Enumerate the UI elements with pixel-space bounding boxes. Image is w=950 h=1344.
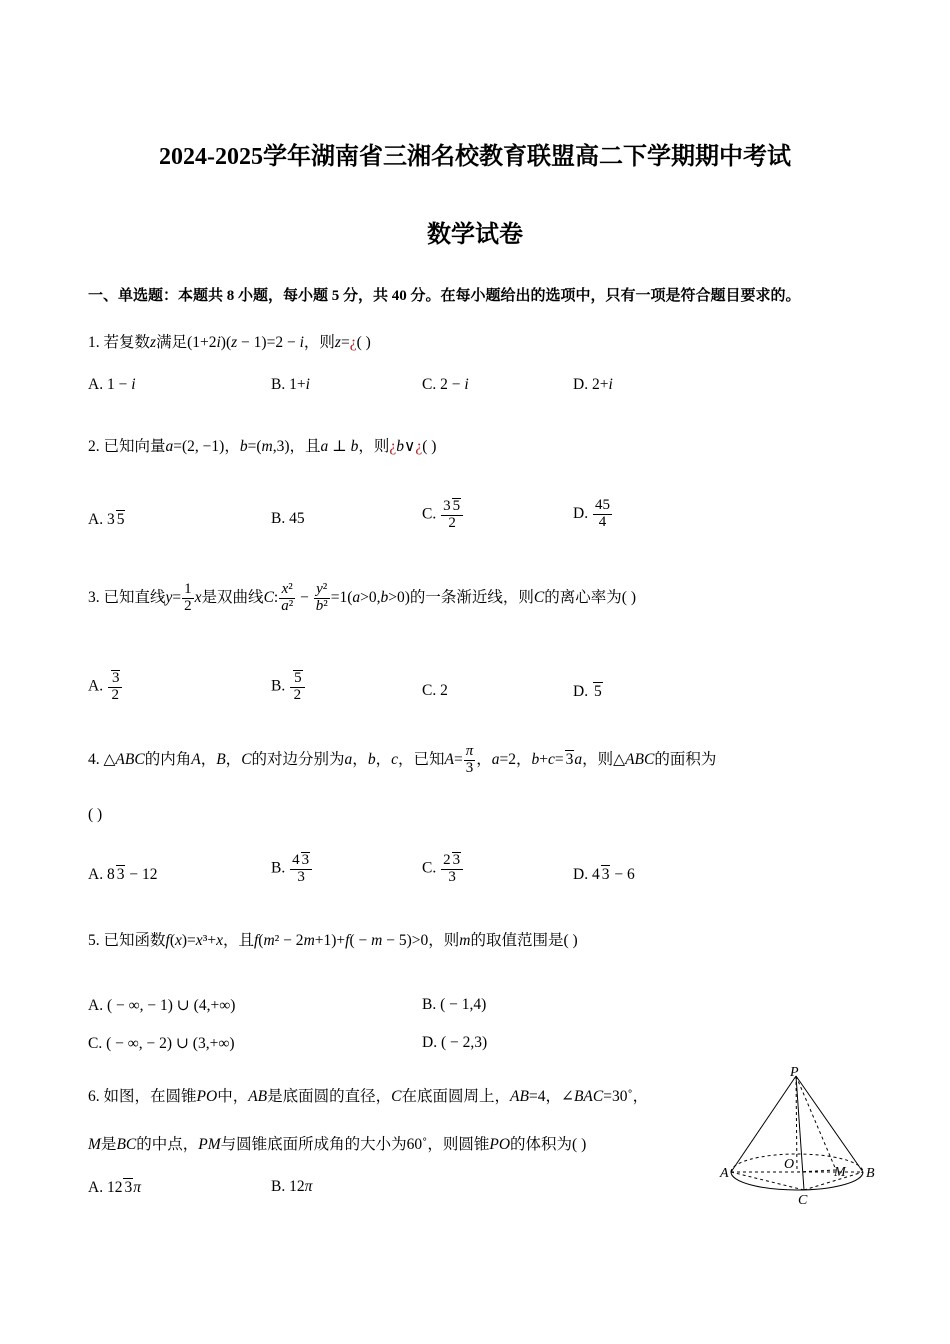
q4-option-a: A. 8 3 − 12: [88, 866, 158, 883]
label-o: O: [784, 1157, 795, 1172]
question-3: 3. 已知直线y= $\frac{1}{2}$ x是双曲线C: $\frac{\text{x²}}{\text{a²}}$ − $\frac{\text{y²}}{\text{b²}}$ =1(a>0,b>0)的一条渐近线，则C的离心率为( ): [88, 581, 636, 614]
q4-paren: ( ): [88, 806, 103, 823]
q5-option-b: B. ( − 1,4): [422, 996, 487, 1013]
q4-option-c: C. $\frac{2 3}{3}$: [422, 852, 464, 886]
page-subtitle: 数学试卷: [427, 222, 523, 248]
q5-option-d: D. ( − 2,3): [422, 1034, 488, 1051]
q5-option-c: C. ( − ∞, − 2) ∪ (3,+∞): [88, 1035, 235, 1052]
q1-option-d: D. 2+i: [573, 376, 613, 393]
question-6-line-2: M是BC的中点，PM与圆锥底面所成角的大小为60˚，则圆锥PO的体积为( ): [88, 1136, 587, 1153]
label-b: B: [866, 1166, 875, 1181]
q2-option-c: C. $\frac{3 5}{2}$: [422, 498, 464, 532]
q3-option-b: B. $\frac{5}{2}$: [271, 670, 306, 704]
question-5: 5. 已知函数f(x)=x³+x，且f(m² − 2m+1)+f( − m − 5)>0，则m的取值范围是( ): [88, 932, 578, 949]
q2-option-a: A. 3 5: [88, 511, 125, 528]
q4-option-b: B. $\frac{4 3}{3}$: [271, 852, 313, 886]
question-6-line-1: 6. 如图，在圆锥PO中，AB是底面圆的直径，C在底面圆周上，AB=4，∠BAC=30˚，: [88, 1088, 649, 1105]
question-1: 1. 若复数z满足(1+2i)(z − 1)=2 − i，则z=¿( ): [88, 334, 371, 351]
q2-option-b: B. 45: [271, 510, 305, 527]
q6-option-a: A. 12 3π: [88, 1179, 141, 1196]
q3-option-a: A. $\frac{3}{2}$: [88, 670, 123, 704]
page-title: 2024-2025学年湖南省三湘名校教育联盟高二下学期期中考试: [159, 144, 791, 170]
question-2: 2. 已知向量a=(2, −1)，b=(m,3)，且a ⊥ b，则¿b∨¿( ): [88, 438, 437, 455]
section-heading: 一、单选题：本题共 8 小题，每小题 5 分，共 40 分。在每小题给出的选项中，只有一项是符合题目要求的。: [88, 288, 801, 304]
q4-option-d: D. 4 3 − 6: [573, 866, 635, 883]
q1-option-a: A. 1 − i: [88, 376, 136, 393]
question-4: 4. △ABC的内角A，B，C的对边分别为a，b，c，已知A= $\frac{\pi}{3}$ ，a=2，b+c= 3a，则△ABC的面积为: [88, 743, 717, 776]
q3-option-c: C. 2: [422, 682, 448, 699]
edge-pb: [796, 1076, 863, 1172]
label-p: P: [790, 1065, 799, 1080]
label-m: M: [834, 1165, 846, 1180]
q5-option-a: A. ( − ∞, − 1) ∪ (4,+∞): [88, 997, 236, 1014]
q1-option-c: C. 2 − i: [422, 376, 469, 393]
segment-ac: [731, 1172, 804, 1190]
q6-option-b: B. 12π: [271, 1178, 313, 1195]
label-c: C: [798, 1193, 808, 1206]
q2-option-d: D. $\frac{45}{4}$: [573, 497, 610, 530]
cone-figure: [718, 1064, 880, 1206]
q1-option-b: B. 1+i: [271, 376, 310, 393]
label-a: A: [720, 1166, 729, 1181]
question-number: 1.: [88, 334, 100, 351]
q3-option-d: D. 5: [573, 683, 602, 700]
